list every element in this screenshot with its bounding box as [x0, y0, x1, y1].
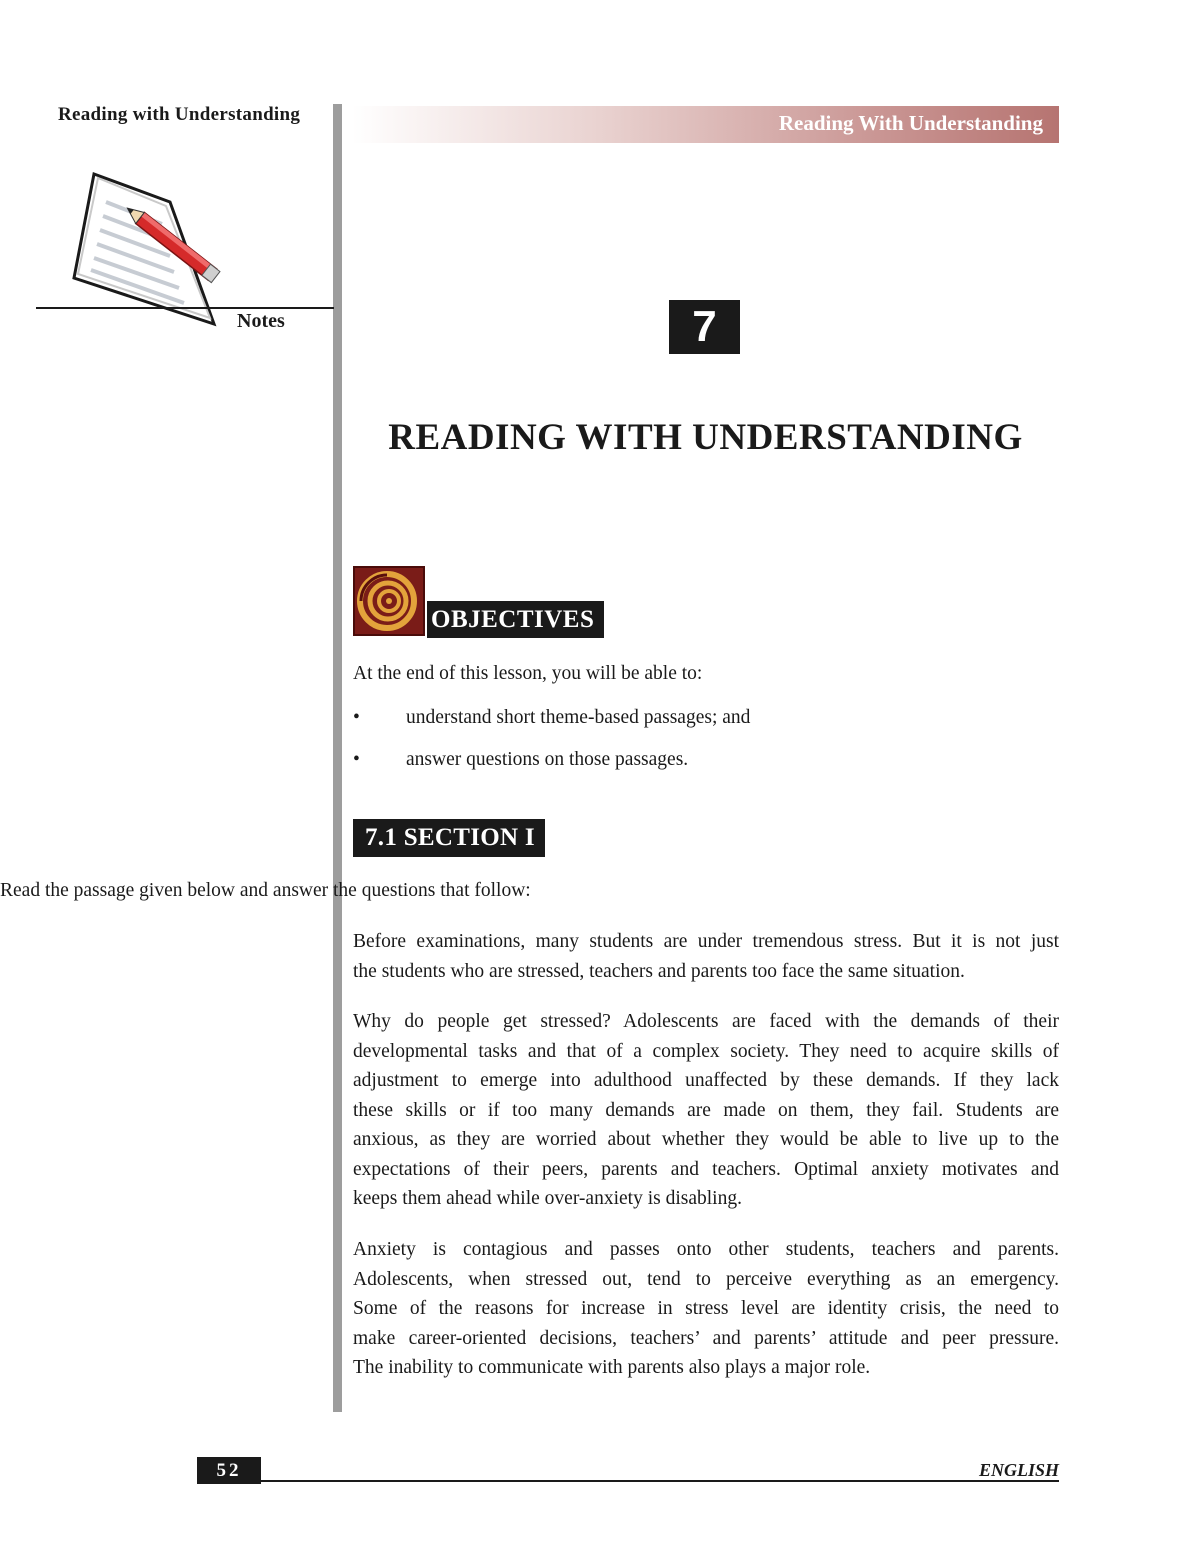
- passage-line: Why do people get stressed? Adolescents are faced with the demands of their: [353, 1011, 1059, 1032]
- passage-paragraph-2: [353, 1007, 1059, 1214]
- objective-item: [353, 703, 750, 733]
- page-number: 52: [197, 1457, 261, 1484]
- footer-subject: ENGLISH: [978, 1460, 1059, 1480]
- chapter-title: READING WITH UNDERSTANDING: [388, 417, 1023, 458]
- objective-text: answer questions on those passages.: [406, 749, 689, 770]
- passage-paragraph-3: [353, 1235, 1059, 1383]
- header-banner: [352, 106, 1059, 143]
- sidebar-divider-bar: [333, 104, 342, 1412]
- passage-line: Some of the reasons for increase in stress level are identity crisis, the need to: [353, 1298, 1059, 1319]
- notes-rule: [36, 307, 334, 309]
- footer-rule: [197, 1480, 1059, 1482]
- passage-line: Adolescents, when stressed out, tend to perceive everything as an emergency.: [353, 1268, 1059, 1290]
- section-heading: 7.1 SECTION I: [353, 819, 545, 857]
- passage-line: expectations of their peers, parents and teachers. Optimal anxiety motivates and: [353, 1158, 1059, 1180]
- passage-line: keeps them ahead while over-anxiety is disabling.: [353, 1188, 742, 1209]
- bullet-dot: •: [353, 707, 360, 728]
- spiral-target-icon: [353, 566, 425, 636]
- chapter-number: 7: [669, 300, 740, 354]
- passage-line: adjustment to emerge into adulthood unaffected by these demands. If they lack: [353, 1070, 1059, 1091]
- sidebar-title: Reading with Understanding: [58, 104, 301, 125]
- passage-line: make career-oriented decisions, teachers’ and parents’ attitude and peer pressure.: [353, 1327, 1059, 1349]
- passage-line: anxious, as they are worried about whether they would be able to live up to the: [353, 1129, 1059, 1150]
- passage-line: these skills or if too many demands are made on them, they fail. Students are: [353, 1099, 1059, 1121]
- passage-line: Before examinations, many students are under tremendous stress. But it is not just: [353, 931, 1059, 952]
- passage-line: developmental tasks and that of a complex society. They need to acquire skills of: [353, 1040, 1059, 1062]
- passage-paragraph-1: [353, 927, 1059, 986]
- objective-item: [353, 745, 688, 775]
- passage-line: The inability to communicate with parents also plays a major role.: [353, 1357, 871, 1378]
- banner-title: Reading With Understanding: [778, 111, 1043, 135]
- objectives-heading: OBJECTIVES: [427, 601, 604, 638]
- notepad-with-pencil-icon: [62, 166, 242, 336]
- passage-line: Anxiety is contagious and passes onto other students, teachers and parents.: [353, 1239, 1059, 1260]
- section-instruction: Read the passage given below and answer the questions that follow:: [0, 880, 531, 901]
- objective-text: understand short theme-based passages; and: [406, 707, 751, 728]
- bullet-dot: •: [353, 749, 360, 770]
- objectives-intro: At the end of this lesson, you will be able to:: [353, 663, 703, 684]
- notes-label: Notes: [237, 310, 285, 332]
- passage-line: the students who are stressed, teachers and parents too face the same situation.: [353, 960, 965, 982]
